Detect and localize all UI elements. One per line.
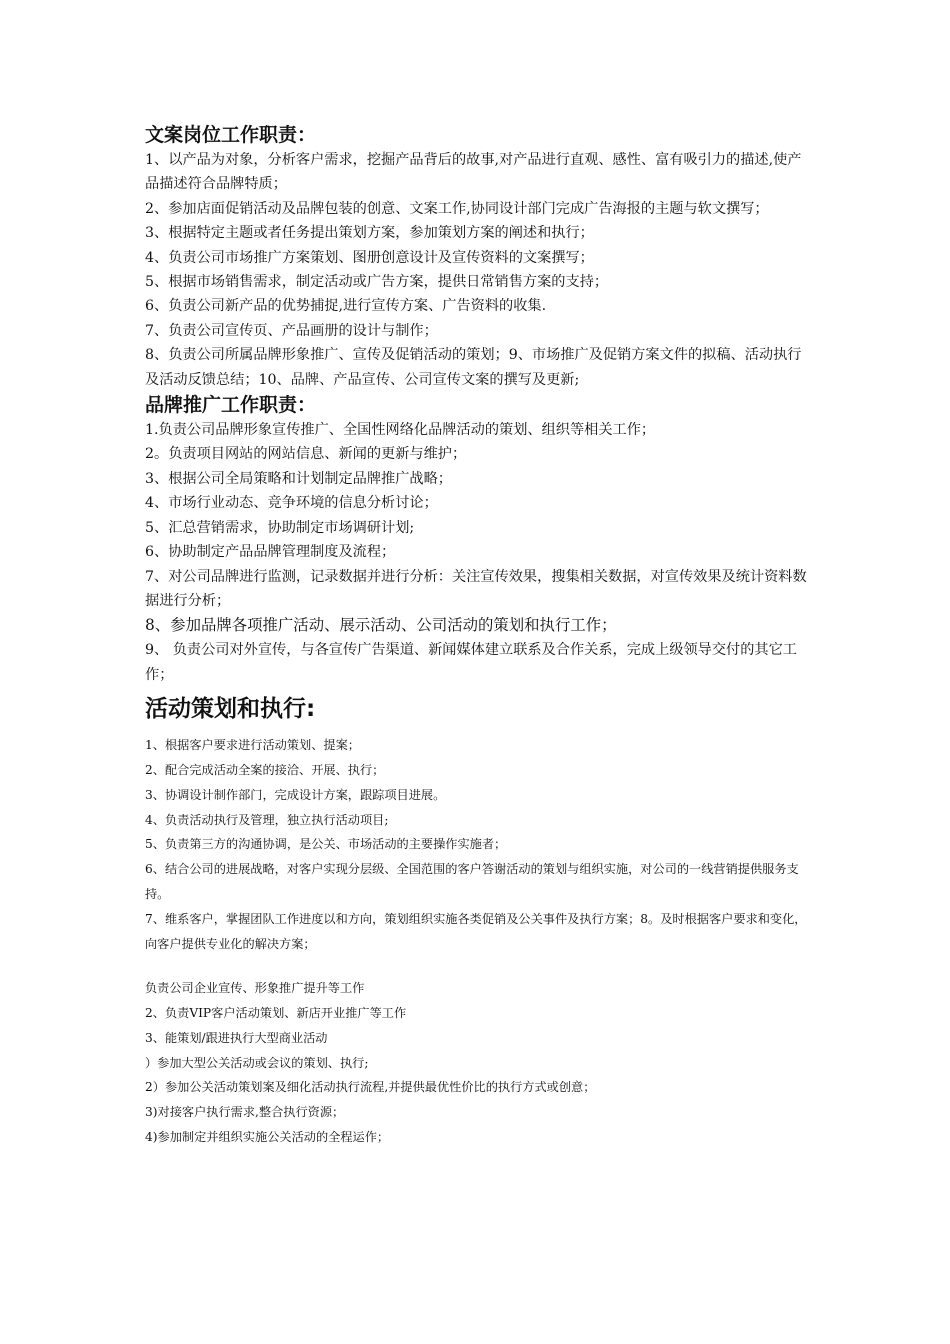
list-item: 7、负责公司宣传页、产品画册的设计与制作；	[145, 322, 438, 339]
list-item: 4)参加制定并组织实施公关活动的全程运作；	[145, 1130, 390, 1145]
list-item: 3、协调设计制作部门，完成设计方案，跟踪项目进展。	[145, 787, 446, 802]
brand-list	[145, 418, 815, 687]
list-item: 3)对接客户执行需求,整合执行资源；	[145, 1105, 345, 1120]
list-item: 5、根据市场销售需求，制定活动或广告方案，提供日常销售方案的支持；	[145, 274, 609, 291]
list-item: 6、负责公司新产品的优势捕捉,进行宣传方案、广告资料的收集.	[145, 298, 547, 315]
list-item: 5、汇总营销需求，协助制定市场调研计划;	[145, 519, 415, 536]
list-item: 3、根据公司全局策略和计划制定品牌推广战略；	[145, 470, 452, 487]
list-item: 1、以产品为对象，分析客户需求，挖掘产品背后的故事,对产品进行直观、感性、富有吸引力的描述,使产品描述符合品牌特质；	[145, 152, 802, 193]
section-title-event: 活动策划和执行:	[145, 696, 316, 723]
list-item: 4、负责公司市场推广方案策划、图册创意设计及宣传资料的文案撰写；	[145, 249, 594, 266]
list-item: 2、配合完成活动全案的接洽、开展、执行；	[145, 762, 385, 777]
section-title-brand: 品牌推广工作职责：	[145, 394, 317, 417]
document-page	[145, 122, 815, 1150]
list-item: 2）参加公关活动策划案及细化活动执行流程,并提供最优性价比的执行方式或创意；	[145, 1080, 596, 1095]
copywriting-list	[145, 148, 815, 392]
list-item: 2、参加店面促销活动及品牌包装的创意、文案工作,协同设计部门完成广告海报的主题与软文撰写；	[145, 200, 769, 217]
list-item: 7、对公司品牌进行监测，记录数据并进行分析：关注宣传效果，搜集相关数据，对宣传效果及统计资料数据进行分析；	[145, 568, 807, 609]
list-item: 6、协助制定产品品牌管理制度及流程；	[145, 544, 396, 561]
list-item: 6、结合公司的进展战略，对客户实现分层级、全国范围的客户答谢活动的策划与组织实施，对公司的一线营销提供服务支持。	[145, 862, 799, 901]
spacer	[145, 956, 815, 976]
section-title-copywriting: 文案岗位工作职责：	[145, 124, 317, 146]
list-item: 2、负责VIP客户活动策划、新店开业推广等工作	[145, 1006, 407, 1021]
list-item: 4、市场行业动态、竞争环境的信息分析讨论；	[145, 495, 438, 512]
list-item: 负责公司企业宣传、形象推广提升等工作	[145, 981, 365, 996]
event-list	[145, 733, 815, 956]
event-extra-list	[145, 976, 815, 1150]
list-item: 5、负责第三方的沟通协调，是公关、市场活动的主要操作实施者；	[145, 837, 507, 852]
list-item: 9、 负责公司对外宣传，与各宣传广告渠道、新闻媒体建立联系及合作关系，完成上级领导交付的其它工作；	[145, 642, 797, 683]
list-item: 1、根据客户要求进行活动策划、提案；	[145, 738, 360, 753]
list-item: 8、负责公司所属品牌形象推广、宣传及促销活动的策划；9、市场推广及促销方案文件的拟稿、活动执行及活动反馈总结；10、品牌、产品宣传、公司宣传文案的撰写及更新;	[145, 347, 802, 388]
list-item: 4、负责活动执行及管理，独立执行活动项目;	[145, 812, 389, 827]
list-item: 7、维系客户，掌握团队工作进度以和方向，策划组织实施各类促销及公关事件及执行方案；8。及时根据客户要求和变化，向客户提供专业化的解决方案；	[145, 911, 807, 951]
list-item: 3、根据特定主题或者任务提出策划方案，参加策划方案的阐述和执行；	[145, 225, 594, 242]
list-item: 1.负责公司品牌形象宣传推广、全国性网络化品牌活动的策划、组织等相关工作；	[145, 422, 656, 439]
list-item: 2。负责项目网站的网站信息、新闻的更新与维护；	[145, 446, 467, 463]
list-item: 3、能策划/跟进执行大型商业活动	[145, 1030, 328, 1045]
list-item: ）参加大型公关活动或会议的策划、执行;	[145, 1055, 369, 1070]
list-item: 8、参加品牌各项推广活动、展示活动、公司活动的策划和执行工作；	[145, 616, 617, 635]
